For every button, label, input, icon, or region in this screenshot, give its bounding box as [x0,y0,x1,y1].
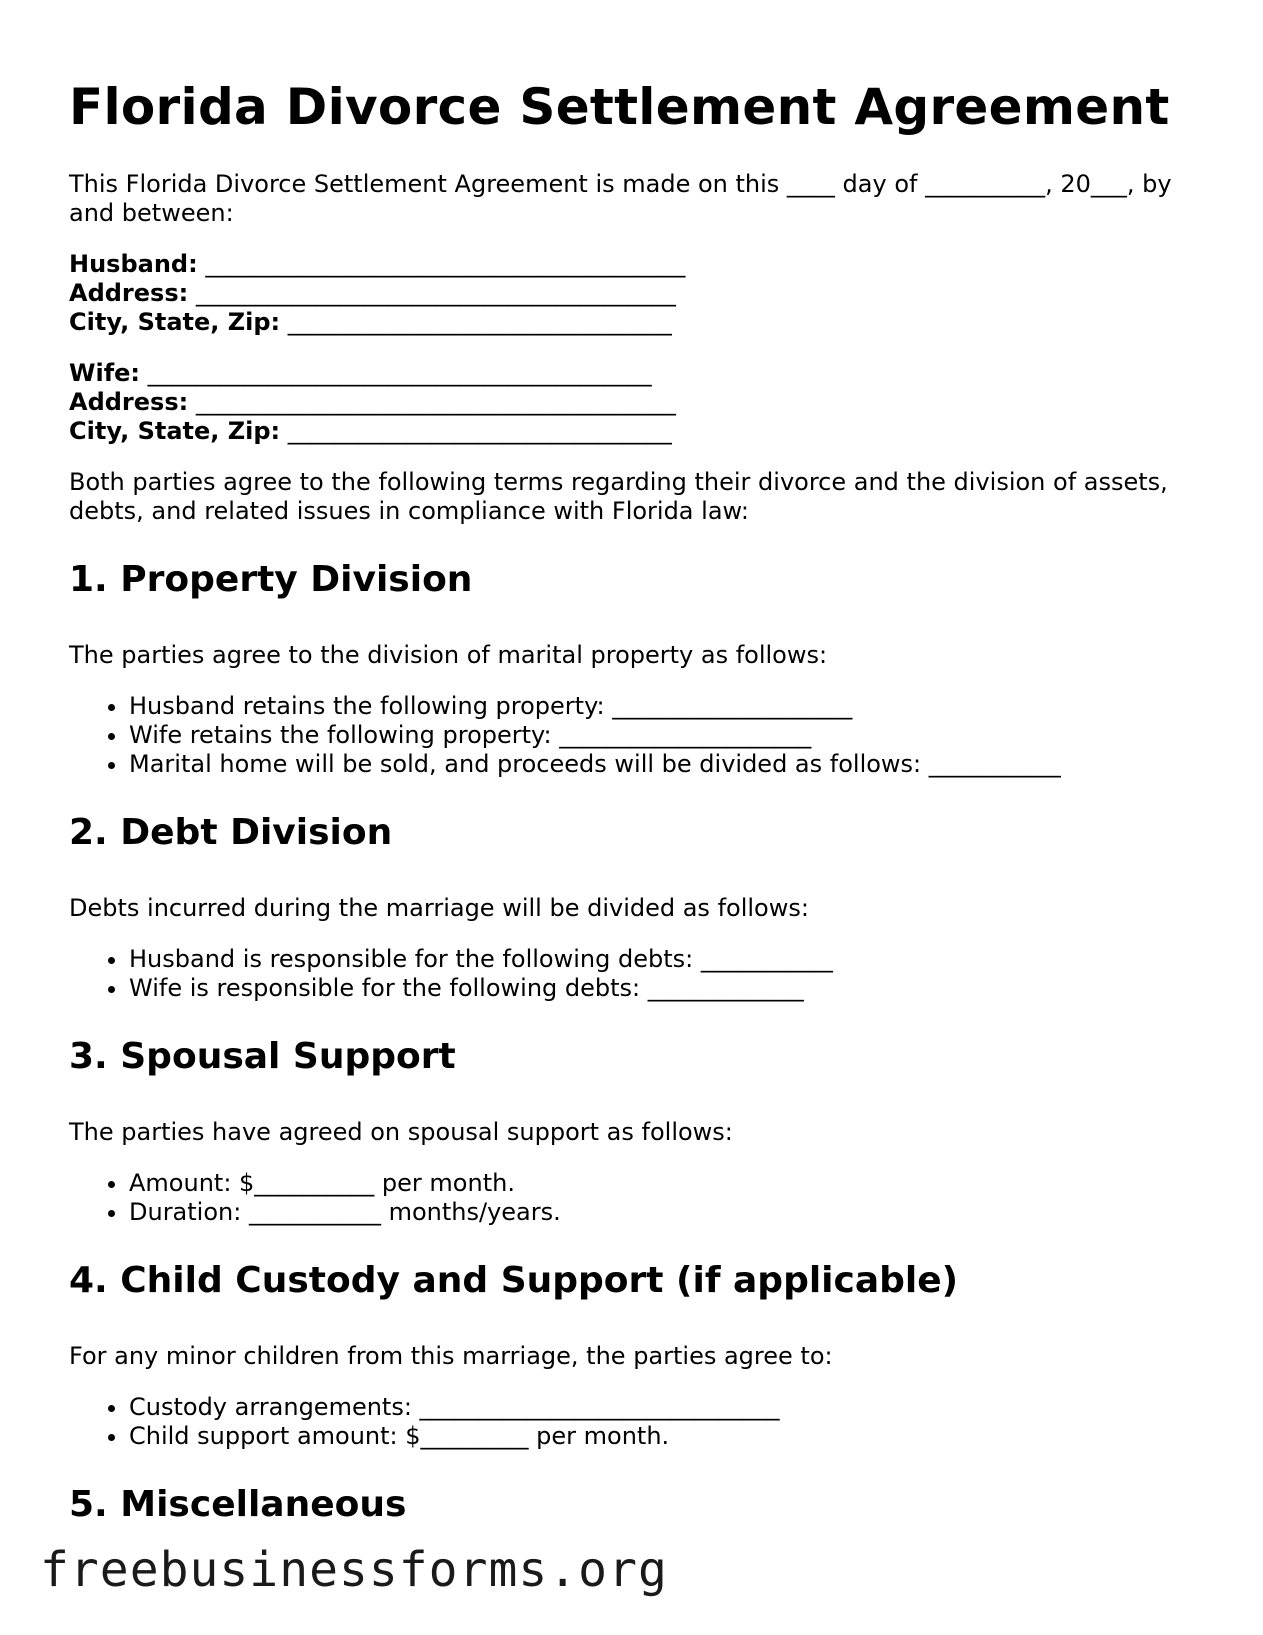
spousal-support-list [69,1169,1209,1227]
husband-city-blank: ________________________________ [280,308,672,336]
wife-address-line [69,388,1209,417]
list-item: • Wife is responsible for the following debts: _____________ [129,974,1209,1003]
section-heading-child-custody: 4. Child Custody and Support (if applicable) [69,1260,959,1301]
wife-address-label: Address: [69,388,189,416]
wife-city-blank: ________________________________ [280,417,672,445]
husband-city-line [69,308,1209,337]
list-item: • Wife retains the following property: _____________________ [129,721,1209,750]
debt-list [69,945,1209,1003]
watermark-text: freebusinessforms.org [40,1542,668,1598]
intro-paragraph: This Florida Divorce Settlement Agreement is made on this ____ day of __________, 20___, by and between: [69,170,1172,227]
property-list [69,692,1209,779]
list-item: • Amount: $__________ per month. [129,1169,1209,1198]
wife-name-label: Wife: [69,359,141,387]
wife-name-blank: __________________________________________ [140,359,652,387]
wife-city-line [69,417,1209,446]
wife-city-label: City, State, Zip: [69,417,281,445]
husband-address-label: Address: [69,279,189,307]
wife-address-blank: ________________________________________ [188,388,676,416]
section-text-property: The parties agree to the division of marital property as follows: [69,641,828,669]
list-item: • Marital home will be sold, and proceeds will be divided as follows: ___________ [129,750,1209,779]
husband-name-label: Husband: [69,250,198,278]
list-item: • Duration: ___________ months/years. [129,1198,1209,1227]
document-title: Florida Divorce Settlement Agreement [69,78,1170,136]
section-heading-spousal-support: 3. Spousal Support [69,1036,456,1077]
section-text-debt: Debts incurred during the marriage will be divided as follows: [69,894,809,922]
section-heading-miscellaneous: 5. Miscellaneous [69,1484,407,1525]
section-text-spousal-support: The parties have agreed on spousal support as follows: [69,1118,733,1146]
list-item: • Husband retains the following property: ____________________ [129,692,1209,721]
husband-city-label: City, State, Zip: [69,308,281,336]
list-item: • Custody arrangements: ______________________________ [129,1393,1209,1422]
list-item: • Child support amount: $_________ per month. [129,1422,1209,1451]
section-text-child-custody: For any minor children from this marriage, the parties agree to: [69,1342,833,1370]
husband-address-blank: ________________________________________ [188,279,676,307]
wife-name-line [69,359,1209,388]
husband-name-line [69,250,1209,279]
wife-block [69,359,1209,446]
section-heading-debt: 2. Debt Division [69,812,393,853]
agreement-paragraph: Both parties agree to the following terms regarding their divorce and the division of assets, debts, and related issues in compliance with Florida law: [69,468,1168,525]
husband-name-blank: ________________________________________ [197,250,686,278]
child-custody-list [69,1393,1209,1451]
section-heading-property: 1. Property Division [69,559,473,600]
document-page [69,78,1209,1566]
husband-block [69,250,1209,337]
husband-address-line [69,279,1209,308]
list-item: • Husband is responsible for the following debts: ___________ [129,945,1209,974]
